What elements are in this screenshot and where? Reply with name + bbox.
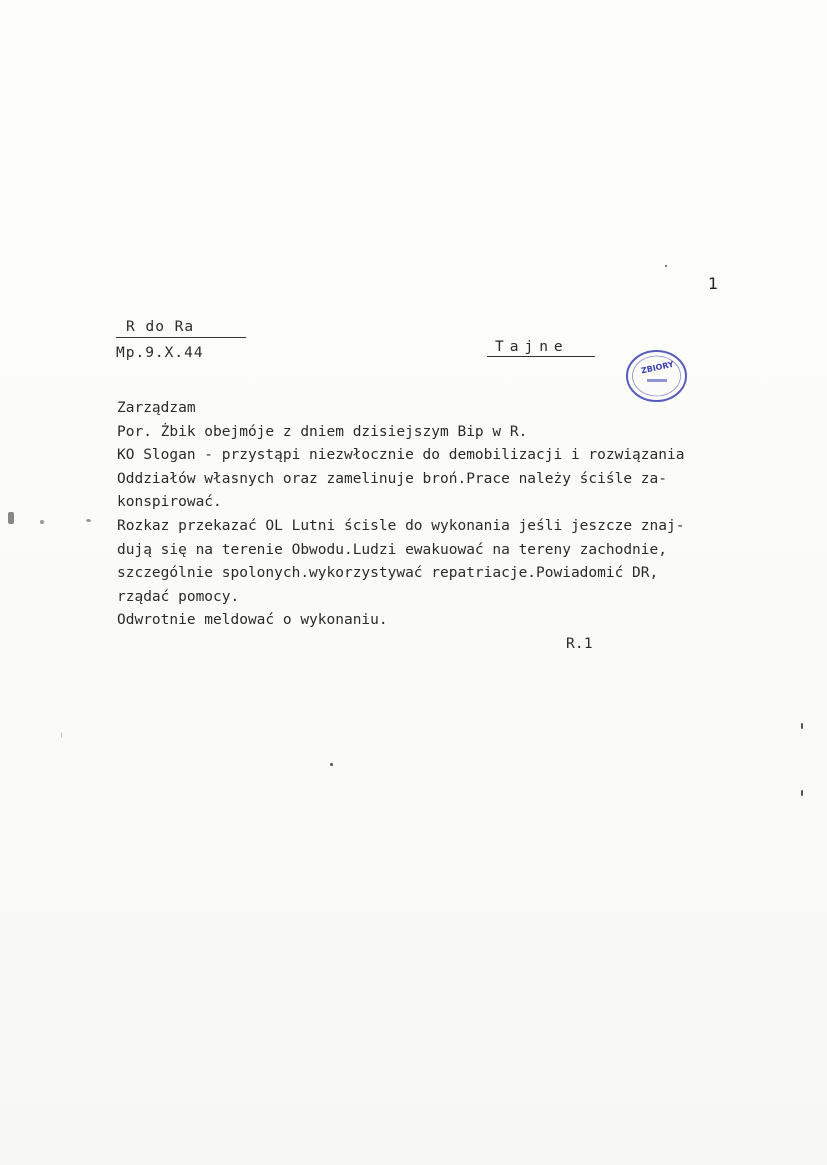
body-line: Rozkaz przekazać OL Lutni ścisle do wykonania jeśli jeszcze znaj- (117, 517, 685, 534)
paper-speck (8, 512, 14, 524)
body-line: Zarządzam (117, 400, 196, 416)
document-body (117, 397, 684, 633)
paper-speck (61, 732, 62, 738)
header-recipient-underline (116, 337, 246, 338)
paper-speck (665, 265, 667, 267)
classification-underline (487, 356, 595, 357)
body-line: rządać pomocy. (117, 588, 240, 605)
body-line: szczególnie spolonych.wykorzystywać repatriacje.Powiadomić DR, (117, 565, 659, 582)
classification-label: Tajne (495, 339, 569, 355)
body-line: konspirować. (117, 494, 222, 511)
body-line: Por. Żbik obejmóje z dniem dzisiejszym Bip w R. (117, 423, 528, 440)
page-number: 1 (708, 274, 719, 293)
signature: R.1 (566, 636, 593, 652)
paper-speck (801, 723, 803, 729)
body-line: dują się na terenie Obwodu.Ludzi ewakuować na tereny zachodnie, (117, 541, 667, 558)
paper-speck (330, 763, 333, 766)
stamp-text: ZBIORY (640, 359, 675, 376)
paper-speck (86, 519, 91, 522)
body-line: Oddziałów własnych oraz zamelinuje broń.Prace należy ściśle za- (117, 470, 667, 487)
archive-stamp (625, 349, 688, 403)
header-recipient: R do Ra (126, 319, 195, 335)
body-line: KO Slogan - przystąpi niezwłocznie do demobilizacji i rozwiązania (117, 447, 685, 464)
body-line: Odwrotnie meldować o wykonaniu. (117, 612, 388, 629)
paper-speck (801, 790, 803, 796)
paper-speck (40, 520, 44, 524)
header-date: Mp.9.X.44 (116, 345, 204, 361)
